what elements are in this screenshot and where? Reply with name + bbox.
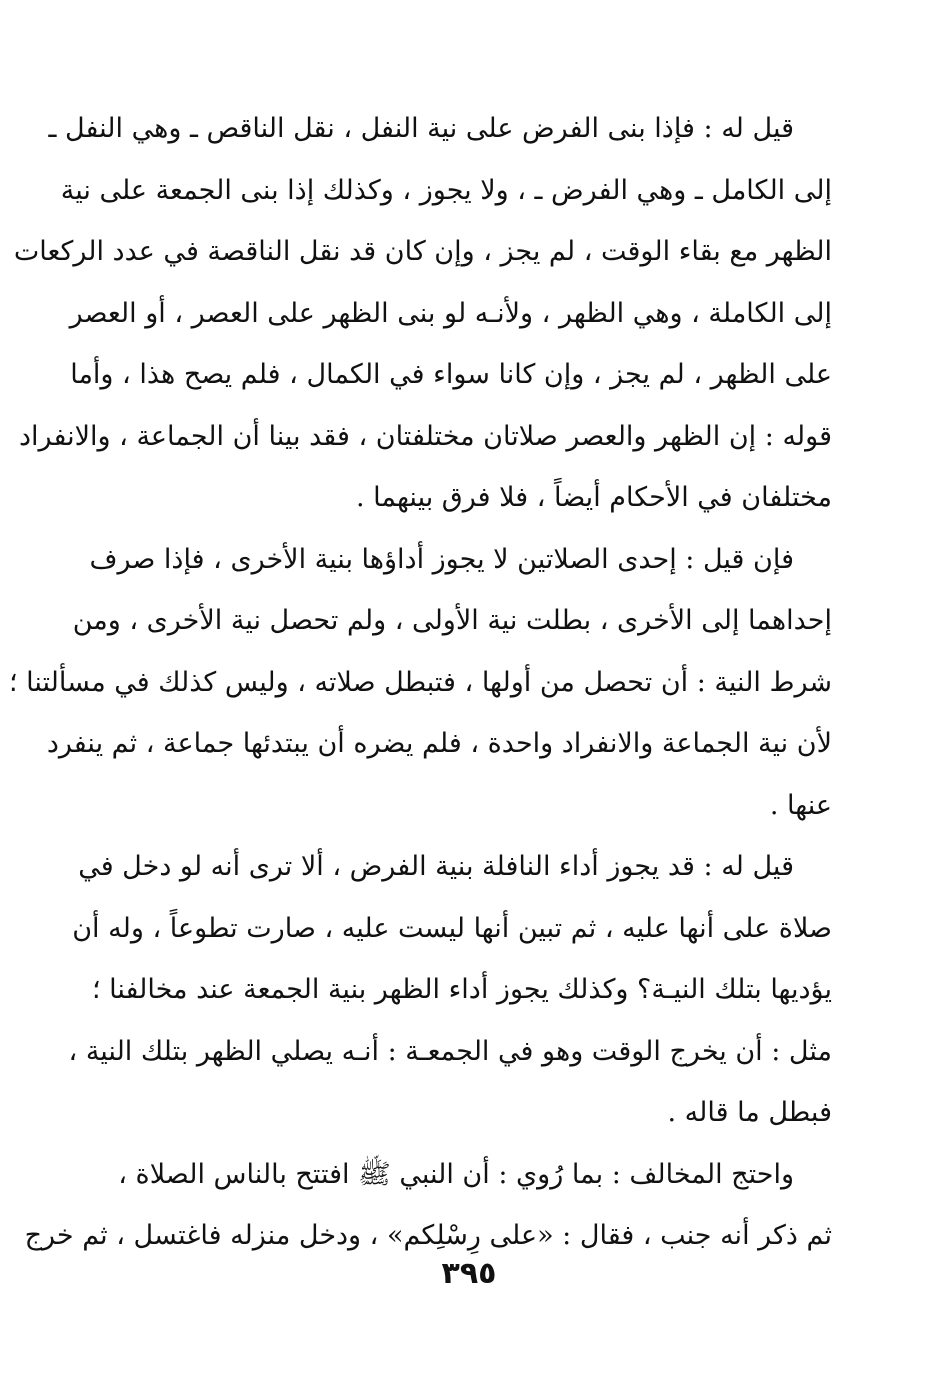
text-line: مختلفان في الأحكام أيضاً ، فلا فرق بينهما . <box>355 482 832 513</box>
body-text <box>8 98 832 1267</box>
text-line: قيل له : فإذا بنى الفرض على نية النفل ، نقل الناقص ـ وهي النفل ـ <box>48 113 794 144</box>
text-line: مثل : أن يخرج الوقت وهو في الجمعـة : أنـه يصلي الظهر بتلك النية ، <box>68 1035 832 1067</box>
text-line: لأن نية الجماعة والانفراد واحدة ، فلم يضره أن يبتدئها جماعة ، ثم ينفرد <box>46 728 832 759</box>
text-line: إلى الكامل ـ وهي الفرض ـ ، ولا يجوز ، وكذلك إذا بنى الجمعة على نية <box>60 174 832 206</box>
text-line: إحداهما إلى الأخرى ، بطلت نية الأولى ، ولم تحصل نية الأخرى ، ومن <box>72 605 832 636</box>
text-line: فإن قيل : إحدى الصلاتين لا يجوز أداؤها بنية الأخرى ، فإذا صرف <box>89 543 794 575</box>
text-line: الظهر مع بقاء الوقت ، لم يجز ، وإن كان قد نقل الناقصة في عدد الركعات <box>13 236 832 267</box>
text-line: قيل له : قد يجوز أداء النافلة بنية الفرض ، ألا ترى أنه لو دخل في <box>78 851 794 882</box>
paragraph <box>68 836 832 1144</box>
paragraph <box>8 529 832 837</box>
paragraph <box>24 1144 832 1267</box>
page-number: ٣٩٥ <box>441 1256 497 1291</box>
text-line: قوله : إن الظهر والعصر صلاتان مختلفتان ، فقد بينا أن الجماعة ، والانفراد <box>19 420 832 452</box>
text-line: ثم ذكر أنه جنب ، فقال : «على رِسْلِكم» ، ودخل منزله فاغتسل ، ثم خرج <box>24 1220 832 1251</box>
text-line: إلى الكاملة ، وهي الظهر ، ولأنـه لو بنى الظهر على العصر ، أو العصر <box>69 297 832 329</box>
text-line: فبطل ما قاله . <box>667 1097 832 1128</box>
paragraph <box>13 98 832 529</box>
text-line: شرط النية : أن تحصل من أولها ، فتبطل صلاته ، وليس كذلك في مسألتنا ؛ <box>8 666 832 698</box>
text-line: صلاة على أنها عليه ، ثم تبين أنها ليست عليه ، صارت تطوعاً ، وله أن <box>72 912 832 944</box>
text-line: واحتج المخالف : بما رُوي : أن النبي ﷺ افتتح بالناس الصلاة ، <box>118 1158 794 1190</box>
text-line: عنها . <box>769 789 832 821</box>
text-line: على الظهر ، لم يجز ، وإن كانا سواء في الكمال ، فلم يصح هذا ، وأما <box>70 359 832 390</box>
text-line: يؤديها بتلك النيـة؟ وكذلك يجوز أداء الظهر بنية الجمعة عند مخالفنا ؛ <box>91 974 832 1005</box>
